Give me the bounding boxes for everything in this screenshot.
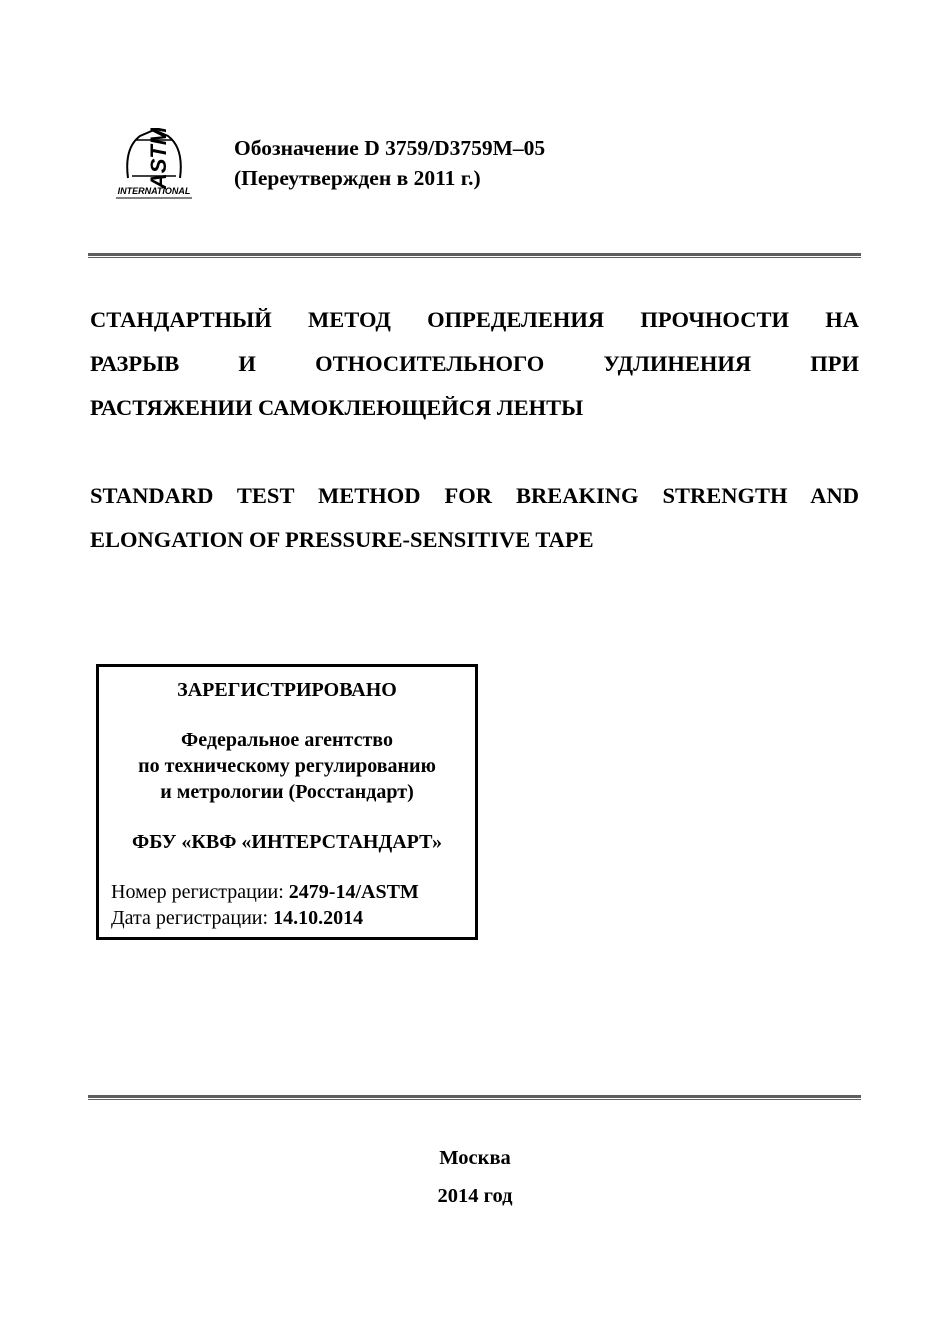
title-en-line-2: ELONGATION OF PRESSURE-SENSITIVE TAPE <box>90 527 594 552</box>
publication-year: 2014 год <box>437 1185 513 1207</box>
top-divider <box>88 253 861 258</box>
agency-line-2: по техническому регулированию <box>138 755 436 777</box>
registration-date-value: 14.10.2014 <box>273 907 364 929</box>
agency-line-1: Федеральное агентство <box>181 729 393 751</box>
title-ru-line-1: СТАНДАРТНЫЙ МЕТОД ОПРЕДЕЛЕНИЯ ПРОЧНОСТИ НА <box>90 307 859 332</box>
title-russian <box>90 298 859 430</box>
registration-date-label: Дата регистрации: <box>111 907 269 929</box>
registration-box <box>96 664 478 940</box>
registration-organization: ФБУ «КВФ «ИНТЕРСТАНДАРТ» <box>132 831 442 853</box>
publication-city: Москва <box>439 1147 511 1169</box>
title-english <box>90 474 859 562</box>
registration-details <box>111 879 419 931</box>
title-en-line-1: STANDARD TEST METHOD FOR BREAKING STRENGTH AND <box>90 483 859 508</box>
astm-logo <box>110 128 200 200</box>
registration-number-label: Номер регистрации: <box>111 881 284 903</box>
agency-line-3: и метрологии (Росстандарт) <box>160 781 414 803</box>
bottom-divider <box>88 1095 861 1100</box>
registration-date <box>111 905 419 931</box>
registration-agency <box>99 727 475 805</box>
logo-letters: ASTM <box>146 128 171 190</box>
designation-code: Обозначение D 3759/D3759M–05 <box>234 136 546 160</box>
reapproved-note: (Переутвержден в 2011 г.) <box>234 166 481 190</box>
logo-subtext: INTERNATIONAL <box>117 186 191 196</box>
registration-number-value: 2479-14/ASTM <box>288 881 419 903</box>
registration-heading: ЗАРЕГИСТРИРОВАНО <box>177 679 397 701</box>
registration-number <box>111 879 419 905</box>
title-ru-line-3: РАСТЯЖЕНИИ САМОКЛЕЮЩЕЙСЯ ЛЕНТЫ <box>90 395 584 420</box>
document-designation <box>234 133 545 193</box>
title-ru-line-2: РАЗРЫВ И ОТНОСИТЕЛЬНОГО УДЛИНЕНИЯ ПРИ <box>90 351 859 376</box>
